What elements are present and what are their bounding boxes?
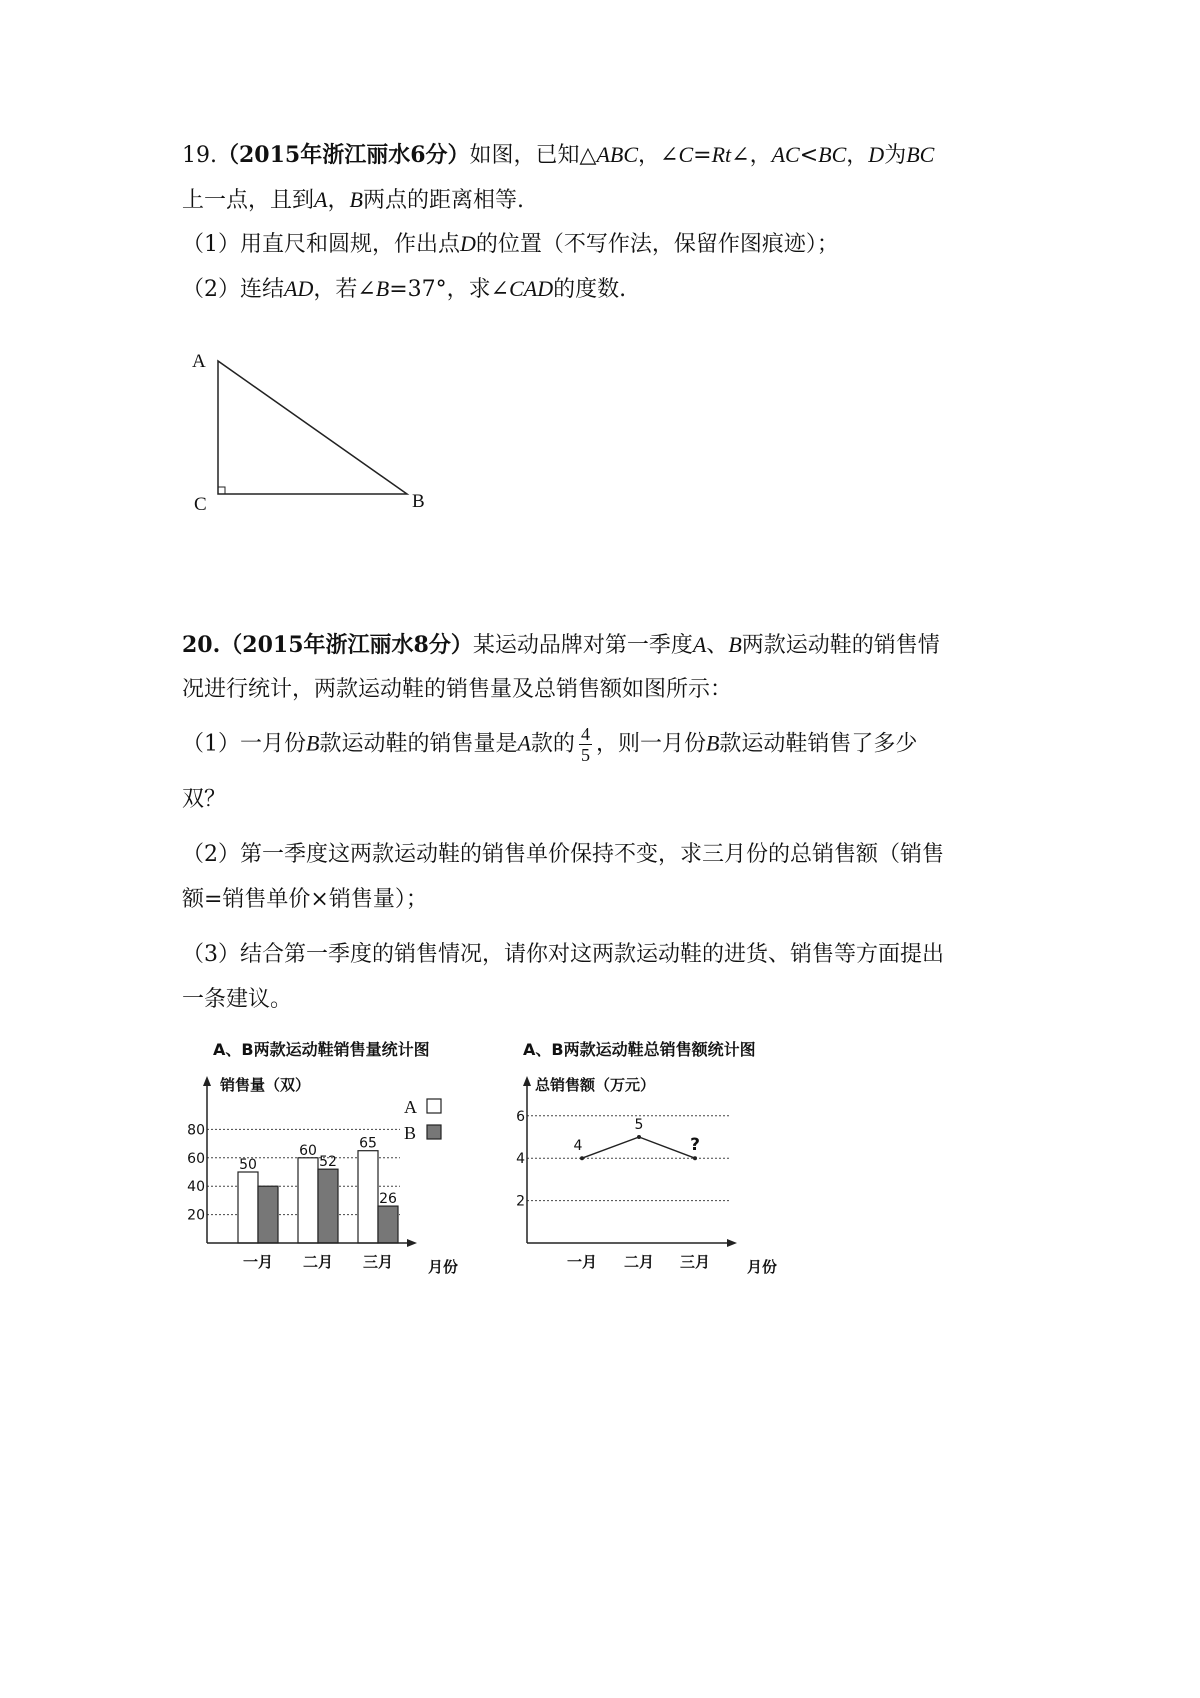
data-label: 5: [634, 1117, 644, 1133]
x-tick-label: 二月: [623, 1253, 655, 1271]
bar-b-1: [258, 1186, 278, 1243]
q19-var: A: [314, 187, 328, 212]
legend: [404, 1097, 441, 1143]
data-label: 4: [573, 1138, 583, 1155]
q19-number: 19.: [182, 143, 217, 168]
q20-text: 额=销售单价×销售量）；: [182, 887, 428, 912]
chart-title: A、B两款运动鞋总销售额统计图: [523, 1040, 756, 1059]
sales-line: [582, 1137, 695, 1158]
y-axis-arrow: [203, 1076, 211, 1086]
y-tick-label: 2: [516, 1193, 525, 1210]
q19-var: AD: [284, 276, 314, 301]
q19-text: ，若∠: [313, 277, 376, 302]
q19-text: 两点的距离相等.: [362, 188, 524, 213]
q19-text: ，: [846, 143, 869, 168]
q20-number: 20.: [182, 632, 221, 658]
q20-part-2-cont: [182, 885, 428, 915]
data-label: ?: [690, 1135, 700, 1156]
y-axis-label: 总销售额（万元）: [535, 1076, 656, 1094]
q20-text: 款的: [530, 731, 575, 757]
q19-text: =: [693, 143, 712, 168]
x-tick-label: 一月: [242, 1253, 274, 1271]
q19-part-1: [182, 229, 839, 260]
q20-text: 况进行统计，两款运动鞋的销售量及总销售额如图所示：: [182, 677, 733, 702]
q20-part-2: [182, 840, 944, 870]
legend-swatch: [427, 1125, 441, 1139]
y-axis-label: 销售量（双）: [220, 1076, 311, 1094]
q19-var: B: [349, 187, 363, 212]
q19-source: （2015年浙江丽水6分）: [217, 142, 470, 168]
sales-volume-bar-chart: [187, 1035, 485, 1280]
q19-var: Rt: [711, 142, 732, 167]
x-axis-arrow: [727, 1239, 737, 1247]
bar-a-3: [358, 1151, 378, 1243]
x-tick-label: 一月: [566, 1253, 598, 1271]
q20-var: A: [517, 730, 531, 756]
data-label: 50: [239, 1157, 257, 1173]
q20-text: （3）结合第一季度的销售情况，请你对这两款运动鞋的进货、销售等方面提出: [182, 942, 944, 967]
x-tick-label: 三月: [679, 1253, 711, 1271]
q19-text: 为: [884, 143, 907, 168]
data-label: 52: [319, 1154, 337, 1171]
legend-label: A: [404, 1097, 417, 1117]
y-tick-label: 4: [516, 1151, 525, 1168]
q20-text: 双？: [182, 787, 227, 812]
q20-var: B: [728, 632, 742, 657]
total-sales-line-chart: [515, 1035, 805, 1280]
q20-text: ，则一月份: [595, 731, 706, 757]
q19-var: D: [868, 142, 885, 167]
q19-text: 的度数.: [553, 277, 627, 302]
q19-text: ，: [327, 188, 350, 213]
vertex-b-label: B: [412, 491, 425, 512]
data-point: [580, 1156, 584, 1160]
q20-text: 一条建议。: [182, 987, 293, 1012]
grid: [527, 1116, 730, 1201]
q19-var: AC: [771, 142, 800, 167]
q20-text: 款运动鞋销售了多少: [719, 731, 918, 757]
q19-text: ∠，: [731, 143, 772, 168]
legend-swatch: [427, 1099, 441, 1113]
q20-text: （1）一月份: [182, 731, 306, 757]
q20-source: （2015年浙江丽水8分）: [220, 632, 473, 658]
q19-var: BC: [906, 142, 935, 167]
q20-line-1: [182, 630, 940, 661]
q19-text: 的位置（不写作法，保留作图痕迹）；: [475, 232, 839, 257]
vertex-a-label: A: [192, 351, 206, 372]
data-label: 60: [299, 1142, 317, 1159]
q20-var: B: [306, 730, 320, 756]
q20-text: （2）第一季度这两款运动鞋的销售单价保持不变，求三月份的总销售额（销售: [182, 842, 944, 867]
vertex-c-label: C: [194, 494, 207, 515]
x-axis-arrow: [407, 1239, 417, 1247]
q19-var: C: [678, 142, 694, 167]
bar-b-3: [378, 1206, 398, 1243]
y-axis-arrow: [523, 1076, 531, 1086]
legend-label: B: [404, 1123, 417, 1143]
triangle-abc: [218, 361, 407, 494]
triangle-figure: [180, 335, 440, 525]
q19-var: CAD: [509, 276, 554, 301]
q19-text: 如图，已知△: [469, 143, 597, 168]
q20-part-1-cont: [182, 785, 226, 815]
axes: [516, 1076, 737, 1271]
q19-text: （2）连结: [182, 277, 284, 302]
chart-title: A、B两款运动鞋销售量统计图: [213, 1040, 430, 1059]
x-axis-label: 月份: [747, 1258, 778, 1276]
bar-a-2: [298, 1158, 318, 1243]
data-point: [693, 1156, 697, 1160]
x-tick-label: 二月: [302, 1253, 334, 1271]
q20-part-1: [182, 725, 917, 764]
q20-line-2: [182, 675, 732, 705]
q19-line-2: [182, 185, 524, 216]
q20-part-3-cont: [182, 985, 292, 1015]
bars: [238, 1136, 398, 1243]
y-tick-label: 6: [516, 1108, 525, 1125]
q19-part-2: [182, 274, 626, 305]
q20-text: 、: [706, 633, 729, 658]
y-tick-label: 40: [187, 1179, 205, 1196]
q19-line-1: [182, 140, 934, 171]
q19-text: （1）用直尺和圆规，作出点: [182, 232, 460, 257]
fraction-four-fifths: [579, 725, 592, 764]
x-tick-label: 三月: [362, 1253, 394, 1271]
series: [574, 1117, 700, 1160]
y-tick-label: 80: [187, 1122, 205, 1139]
q20-var: A: [692, 632, 707, 657]
x-axis-label: 月份: [428, 1258, 459, 1276]
data-point: [637, 1135, 641, 1139]
q19-text: 上一点，且到: [182, 188, 315, 213]
data-label: 26: [379, 1191, 397, 1208]
q20-text: 两款运动鞋的销售情: [741, 633, 940, 658]
q19-text: <: [799, 143, 819, 168]
fraction-denominator: 5: [580, 745, 590, 765]
y-tick-label: 60: [187, 1150, 205, 1167]
q20-part-3: [182, 940, 944, 970]
q19-var: ABC: [596, 142, 639, 167]
data-label: 65: [359, 1135, 377, 1152]
q19-text: ，∠: [638, 143, 679, 168]
right-angle-mark: [218, 487, 225, 494]
q20-text: 某运动品牌对第一季度: [472, 633, 693, 658]
q19-var: B: [375, 276, 390, 301]
q19-var: D: [460, 231, 476, 256]
q19-var: BC: [818, 142, 847, 167]
q20-text: 款运动鞋的销售量是: [319, 731, 518, 757]
q20-var: B: [705, 730, 720, 756]
fraction-numerator: 4: [580, 724, 590, 744]
y-tick-label: 20: [187, 1207, 205, 1224]
bar-b-2: [318, 1169, 338, 1243]
q19-text: =37°，求∠: [389, 277, 510, 302]
bar-a-1: [238, 1172, 258, 1243]
